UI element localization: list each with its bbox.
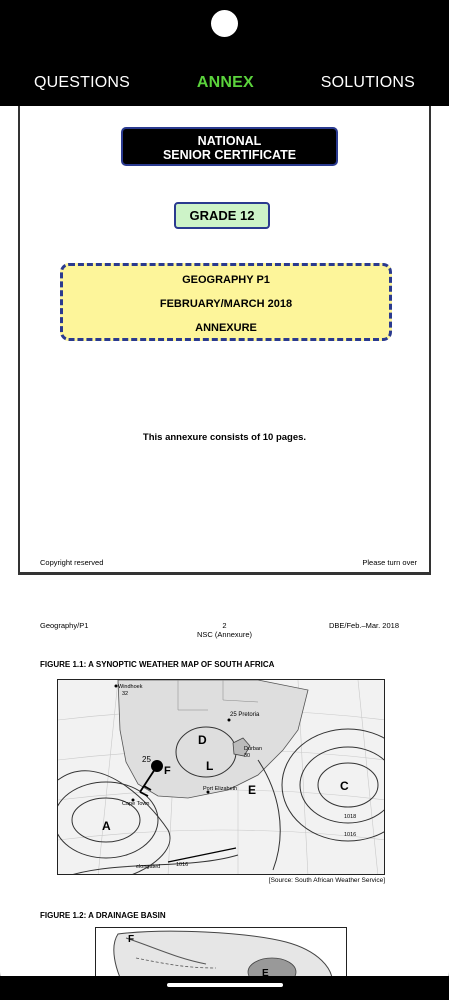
document-type: ANNEXURE <box>195 322 257 334</box>
basin-label-f: F <box>128 934 135 945</box>
document-viewer[interactable] <box>0 106 449 976</box>
map-label-f: F <box>164 765 171 777</box>
page-header-left: Geography/P1 <box>40 621 89 630</box>
page-header-sub: NSC (Annexure) <box>196 630 253 639</box>
home-indicator[interactable] <box>167 983 283 987</box>
map-label-e: E <box>248 783 257 797</box>
durban-label: Durban <box>244 746 263 752</box>
synoptic-map-drawing <box>58 680 385 875</box>
basin-label-e: E <box>262 968 269 976</box>
page-number: 2 <box>222 621 227 630</box>
elongated-label: elongated <box>136 864 161 870</box>
annexure-page-2 <box>18 611 431 976</box>
page-count-note: This annexure consists of 10 pages. <box>142 432 307 443</box>
nsc-banner <box>121 127 338 166</box>
nsc-line-2: SENIOR CERTIFICATE <box>162 148 297 162</box>
figure-1-1-title: FIGURE 1.1: A SYNOPTIC WEATHER MAP OF SOUTH AFRICA <box>40 660 275 669</box>
grade-badge: GRADE 12 <box>174 202 270 229</box>
nsc-line-1: NATIONAL <box>197 134 262 148</box>
tab-questions[interactable]: QUESTIONS <box>34 74 131 91</box>
cover-page <box>18 106 431 575</box>
top-tab-bar <box>0 62 449 104</box>
map-label-c: C <box>340 779 349 793</box>
windhoek-temp: 32 <box>122 691 129 697</box>
exam-session: FEBRUARY/MARCH 2018 <box>159 298 293 310</box>
subject-title: GEOGRAPHY P1 <box>182 274 270 286</box>
synoptic-weather-map <box>57 679 385 875</box>
figure-1-1-source: [Source: South African Weather Service] <box>268 877 385 884</box>
map-label-l: L <box>206 759 214 773</box>
station-temp: 25 <box>142 755 151 764</box>
windhoek-label: Windhoek <box>118 684 143 690</box>
port-elizabeth-label: Port Elizabeth <box>203 786 238 792</box>
camera-cutout <box>211 10 238 37</box>
page-header-right: DBE/Feb.–Mar. 2018 <box>328 621 399 630</box>
map-label-d: D <box>198 733 207 747</box>
gesture-bar <box>0 976 449 1000</box>
copyright-footer: Copyright reserved <box>40 558 104 567</box>
durban-temp: 30 <box>244 753 251 759</box>
map-label-a: A <box>102 819 111 833</box>
isobar-1018: 1018 <box>344 814 357 820</box>
subject-box <box>60 263 392 341</box>
tab-annex[interactable]: ANNEX <box>196 74 254 91</box>
isobar-1016-right: 1016 <box>344 832 357 838</box>
cape-town-label: Cape Town <box>122 801 150 807</box>
drainage-basin-figure <box>95 927 347 976</box>
isobar-1016-bottom: 1016 <box>176 862 189 868</box>
turn-over-footer: Please turn over <box>362 558 417 567</box>
pretoria-label: 25 Pretoria <box>230 712 260 718</box>
figure-1-2-title: FIGURE 1.2: A DRAINAGE BASIN <box>40 911 166 920</box>
tab-solutions[interactable]: SOLUTIONS <box>320 74 415 91</box>
drainage-basin-drawing <box>96 928 347 976</box>
